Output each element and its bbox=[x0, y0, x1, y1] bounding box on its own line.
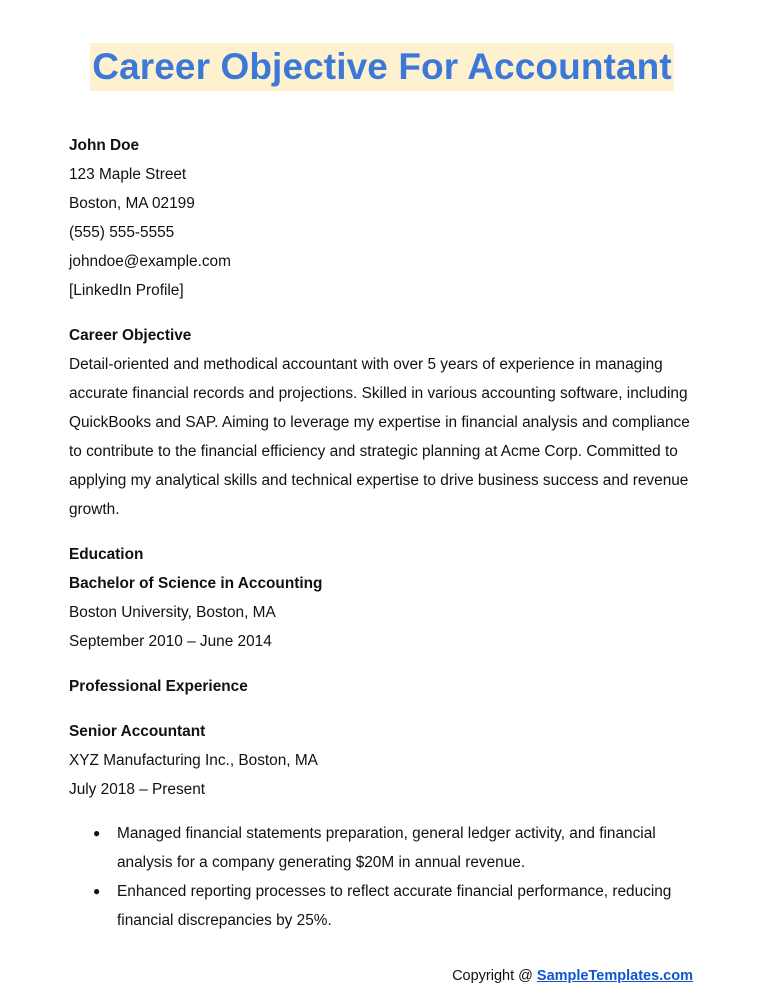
objective-text: Detail-oriented and methodical accountant with over 5 years of experience in managing accurate financial records and projections. Skilled in various accounting software, including QuickBooks and SAP. Aiming to leverage my expertise in financial analysis and compliance to contribute to the financial efficiency and strategic planning at Acme Corp. Committed to applying my analytical skills and technical expertise to drive business success and revenue growth. bbox=[69, 356, 690, 518]
spacer bbox=[69, 524, 699, 540]
list-item bbox=[69, 877, 699, 935]
education-heading: Education bbox=[69, 546, 144, 563]
title-container bbox=[0, 43, 764, 91]
experience-company: XYZ Manufacturing Inc., Boston, MA bbox=[69, 752, 318, 769]
experience-dates: July 2018 – Present bbox=[69, 781, 206, 798]
bullet-text: Enhanced reporting processes to reflect accurate financial performance, reducing financial discrepancies by 25%. bbox=[117, 883, 672, 929]
copyright-footer bbox=[452, 965, 693, 987]
contact-city: Boston, MA 02199 bbox=[69, 195, 195, 212]
resume-body bbox=[69, 131, 699, 935]
contact-linkedin: [LinkedIn Profile] bbox=[69, 282, 184, 299]
experience-heading: Professional Experience bbox=[69, 678, 248, 695]
contact-street: 123 Maple Street bbox=[69, 166, 187, 183]
contact-phone: (555) 555-5555 bbox=[69, 224, 175, 241]
spacer bbox=[69, 656, 699, 672]
education-dates: September 2010 – June 2014 bbox=[69, 633, 272, 650]
experience-bullet-list bbox=[69, 819, 699, 935]
copyright-text: Copyright @ bbox=[452, 968, 537, 984]
experience-role: Senior Accountant bbox=[69, 723, 206, 740]
objective-section bbox=[69, 321, 699, 524]
spacer bbox=[69, 701, 699, 717]
contact-name: John Doe bbox=[69, 137, 140, 154]
contact-email: johndoe@example.com bbox=[69, 253, 231, 270]
spacer bbox=[69, 305, 699, 321]
objective-heading: Career Objective bbox=[69, 327, 192, 344]
bullet-icon: ● bbox=[93, 884, 101, 898]
list-item bbox=[69, 819, 699, 877]
sampletemplates-link[interactable]: SampleTemplates.com bbox=[536, 968, 693, 984]
page-title: Career Objective For Accountant bbox=[90, 43, 674, 91]
contact-section bbox=[69, 131, 699, 305]
bullet-icon: ● bbox=[93, 826, 101, 840]
experience-section bbox=[69, 672, 699, 935]
education-degree: Bachelor of Science in Accounting bbox=[69, 575, 323, 592]
bullet-text: Managed financial statements preparation, general ledger activity, and financial analysis for a company generating $20M in annual revenue. bbox=[117, 825, 656, 871]
education-school: Boston University, Boston, MA bbox=[69, 604, 276, 621]
education-section bbox=[69, 540, 699, 656]
spacer bbox=[69, 804, 699, 819]
